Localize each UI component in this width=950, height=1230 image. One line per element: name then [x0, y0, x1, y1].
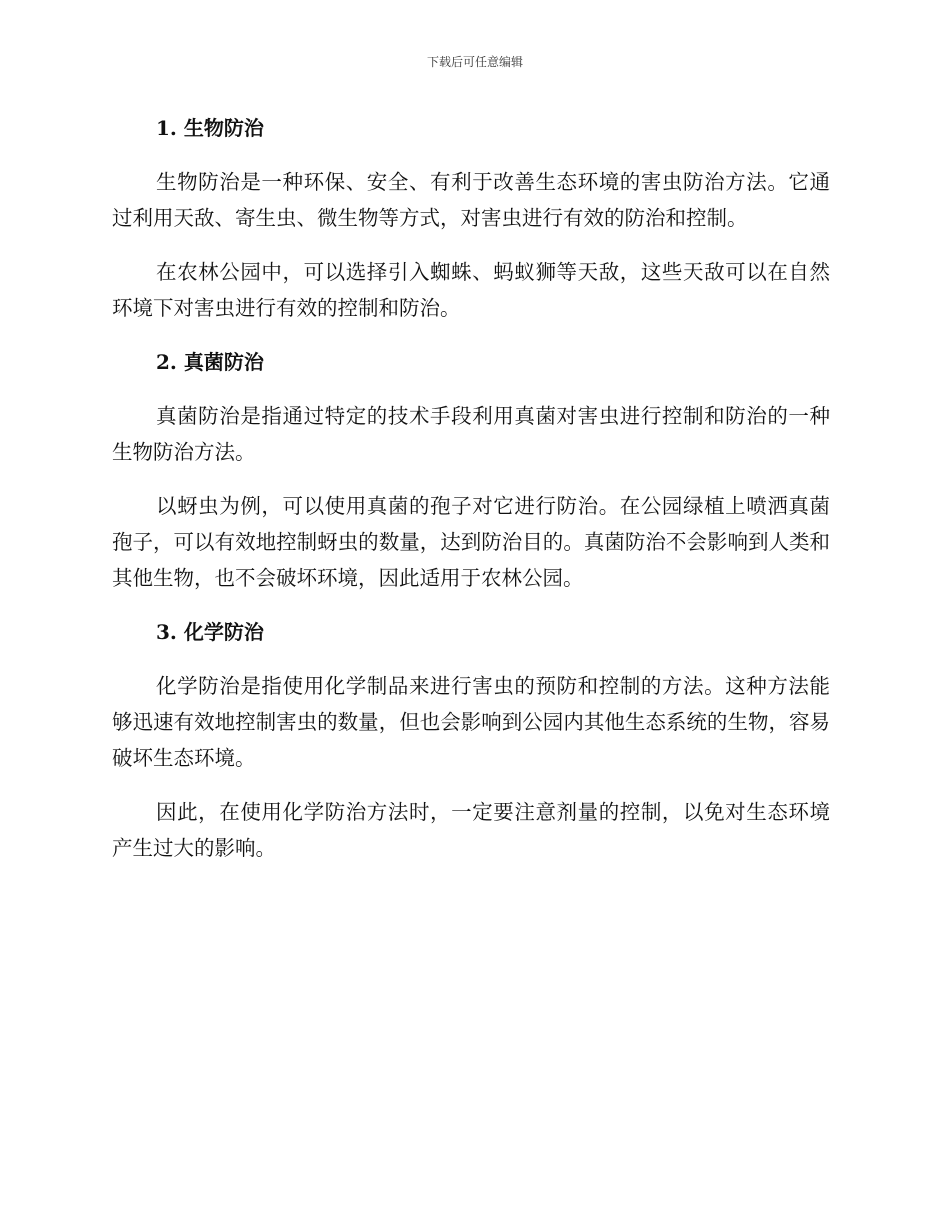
paragraph-chemical-caution: 因此，在使用化学防治方法时，一定要注意剂量的控制，以免对生态环境产生过大的影响。 [112, 800, 830, 860]
paragraph-biological-definition: 生物防治是一种环保、安全、有利于改善生态环境的害虫防治方法。它通过利用天敌、寄生虫、微生物等方式，对害虫进行有效的防治和控制。 [112, 170, 830, 230]
paragraph-fungal-definition: 真菌防治是指通过特定的技术手段利用真菌对害虫进行控制和防治的一种生物防治方法。 [112, 404, 830, 464]
document-body [112, 110, 830, 866]
page-header-note: 下载后可任意编辑 [426, 55, 523, 69]
section-heading-chemical: 3. 化学防治 [156, 620, 264, 644]
section-heading-biological: 1. 生物防治 [156, 116, 264, 140]
paragraph-biological-example: 在农林公园中，可以选择引入蜘蛛、蚂蚁狮等天敌，这些天敌可以在自然环境下对害虫进行有效的控制和防治。 [112, 260, 830, 320]
paragraph-chemical-definition: 化学防治是指使用化学制品来进行害虫的预防和控制的方法。这种方法能够迅速有效地控制害虫的数量，但也会影响到公园内其他生态系统的生物，容易破坏生态环境。 [112, 674, 830, 770]
section-heading-fungal: 2. 真菌防治 [156, 350, 264, 374]
paragraph-fungal-example: 以蚜虫为例，可以使用真菌的孢子对它进行防治。在公园绿植上喷洒真菌孢子，可以有效地控制蚜虫的数量，达到防治目的。真菌防治不会影响到人类和其他生物，也不会破坏环境，因此适用于农林公园。 [112, 494, 830, 590]
